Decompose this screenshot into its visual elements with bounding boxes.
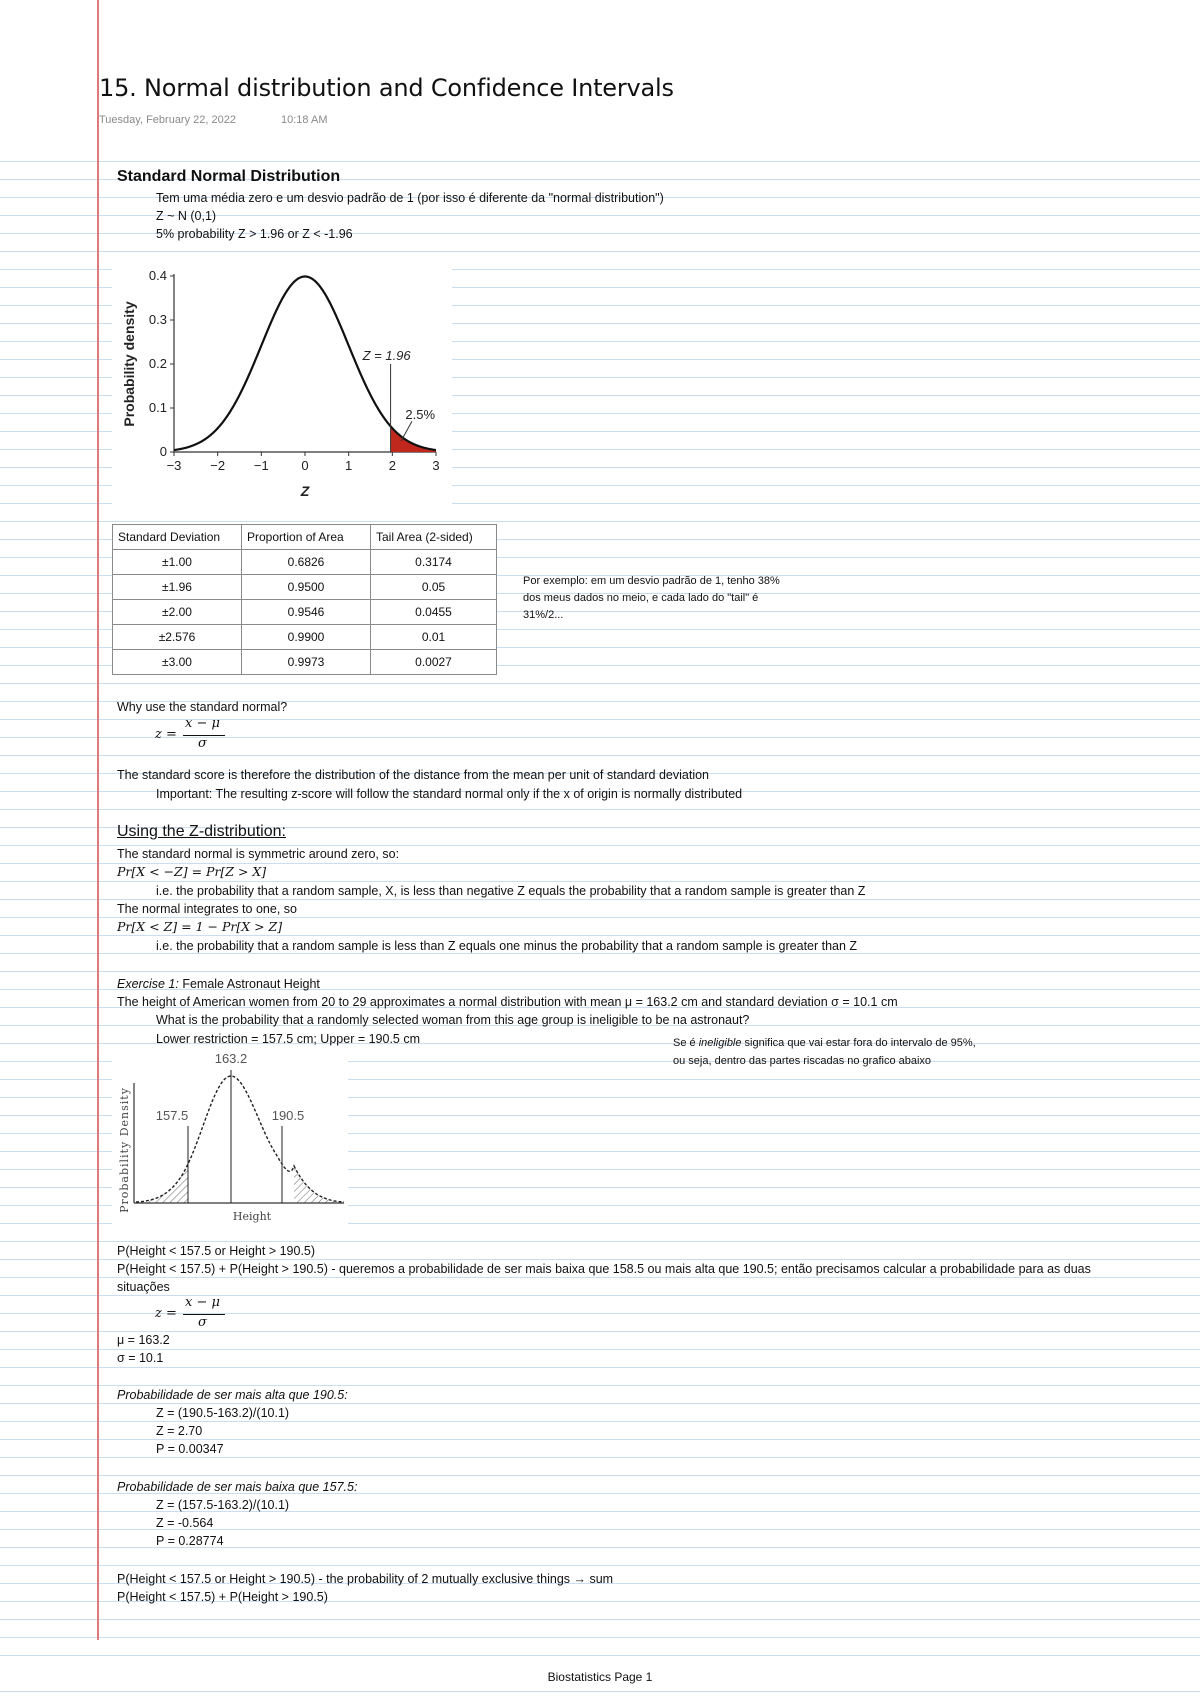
text-line: 5% probability Z > 1.96 or Z < -1.96: [156, 227, 353, 241]
equation: Pr[X < −Z] = Pr[Z > X]: [117, 864, 267, 879]
text-line: Important: The resulting z-score will follow the standard normal only if the x of origin is normally distributed: [156, 787, 743, 801]
normal-curve-svg: [112, 262, 452, 504]
text-line: The standard normal is symmetric around zero, so:: [117, 847, 400, 861]
text-line: σ = 10.1: [117, 1351, 164, 1365]
table-cell: 0.9973: [242, 650, 371, 675]
z-formula: [155, 716, 235, 752]
exercise-note: [673, 1034, 976, 1070]
text-line: The height of American women from 20 to 29 approximates a normal distribution with mean μ = 163.2 cm and standard deviation σ = 10.1 cm: [117, 995, 898, 1009]
z-formula-lhs: z =: [155, 727, 177, 742]
side-note-line: Por exemplo: em um desvio padrão de 1, tenho 38%: [523, 575, 780, 587]
pct-pointer: [401, 421, 412, 441]
text-line: Z = 2.70: [156, 1424, 203, 1438]
lower-tail-hatch: [136, 1164, 188, 1203]
x-tick-label: 3: [432, 458, 440, 473]
table-row: [113, 650, 497, 675]
z-formula-2: [155, 1295, 235, 1331]
section-heading-standard-normal: Standard Normal Distribution: [117, 168, 341, 185]
text-line: i.e. the probability that a random sample is less than Z equals one minus the probability that a random sample is greater than Z: [156, 939, 858, 953]
calc-subtitle: Probabilidade de ser mais alta que 190.5:: [117, 1388, 348, 1402]
exercise-title: [117, 975, 320, 993]
margin-line: [97, 0, 99, 1640]
table-row: [113, 600, 497, 625]
y-tick-label: 0: [159, 444, 167, 459]
table-cell: ±3.00: [113, 650, 242, 675]
x-tick-label: −3: [166, 458, 182, 473]
equation: Pr[X < Z] = 1 − Pr[X > Z]: [117, 919, 283, 934]
text-line: What is the probability that a randomly selected woman from this age group is ineligible to be na astronaut?: [156, 1013, 750, 1027]
table-cell: 0.9500: [242, 575, 371, 600]
note-italic: ineligible: [698, 1037, 742, 1049]
table-cell: 0.05: [371, 575, 497, 600]
text-line: P(Height < 157.5) + P(Height > 190.5) - queremos a probabilidade de ser mais baixa que 158.5 ou mais alta que 190.5; então precisamos calcular a probabilidade para as duas: [117, 1262, 1091, 1276]
density-curve: [174, 276, 436, 450]
exercise-name: Female Astronaut Height: [182, 977, 320, 991]
side-note-line: dos meus dados no meio, e cada lado do "tail" é: [523, 592, 759, 604]
section-heading-using-z: Using the Z-distribution:: [117, 823, 286, 840]
text-line: i.e. the probability that a random sample, X, is less than negative Z equals the probability that a random sample is greater than Z: [156, 884, 866, 898]
text-line: P(Height < 157.5) + P(Height > 190.5): [117, 1590, 328, 1604]
page-time: 10:18 AM: [281, 114, 328, 126]
z-formula-lhs: z =: [155, 1306, 177, 1321]
text-line: situações: [117, 1280, 170, 1294]
lower-label: 157.5: [155, 1108, 189, 1123]
text-line: μ = 163.2: [117, 1333, 170, 1347]
text-line: P = 0.00347: [156, 1442, 224, 1456]
z-formula-denominator: σ: [198, 736, 207, 751]
table-row: [113, 575, 497, 600]
x-axis-label: Height: [232, 1210, 272, 1223]
table-cell: 0.6826: [242, 550, 371, 575]
text-line: The standard score is therefore the distribution of the distance from the mean per unit of standard deviation: [117, 768, 710, 782]
table-row: [113, 550, 497, 575]
page-title: 15. Normal distribution and Confidence Intervals: [99, 74, 674, 102]
text-line: Lower restriction = 157.5 cm; Upper = 190.5 cm: [156, 1032, 421, 1046]
normal-curve-chart: [112, 262, 452, 504]
exercise-label: Exercise 1:: [117, 977, 179, 991]
y-axis-label: Probability density: [121, 301, 137, 427]
text-line: P(Height < 157.5 or Height > 190.5): [117, 1244, 316, 1258]
table-cell: ±2.576: [113, 625, 242, 650]
y-tick-label: 0.1: [148, 400, 167, 415]
text-line: Z = (157.5-163.2)/(10.1): [156, 1498, 290, 1512]
y-tick-label: 0.3: [148, 312, 167, 327]
table-cell: 0.01: [371, 625, 497, 650]
table-header: Tail Area (2-sided): [371, 525, 497, 550]
side-note-line: 31%/2...: [523, 609, 564, 621]
side-note: [523, 573, 780, 624]
z-formula-numerator: x − μ: [185, 716, 220, 731]
table-cell: 0.9900: [242, 625, 371, 650]
table-cell: 0.9546: [242, 600, 371, 625]
x-axis-label: Z: [300, 483, 310, 499]
table-row: [113, 625, 497, 650]
page-date: Tuesday, February 22, 2022: [99, 114, 236, 126]
height-curve: [136, 1076, 344, 1202]
table-header: Standard Deviation: [113, 525, 242, 550]
text-line: Z = (190.5-163.2)/(10.1): [156, 1406, 290, 1420]
text-line: Z ~ N (0,1): [156, 209, 217, 223]
z-annotation: Z = 1.96: [362, 348, 411, 363]
table-cell: ±1.96: [113, 575, 242, 600]
text-line: The normal integrates to one, so: [117, 902, 297, 916]
text-line: Z = -0.564: [156, 1516, 214, 1530]
y-axis-label: Probability Density: [118, 1087, 131, 1213]
exercise-note-line: ou seja, dentro das partes riscadas no grafico abaixo: [673, 1055, 932, 1067]
y-tick-label: 0.2: [148, 356, 167, 371]
note-text: significa que vai estar fora do intervalo de 95%,: [741, 1037, 976, 1049]
note-text: Se é: [673, 1037, 699, 1049]
upper-label: 190.5: [271, 1108, 305, 1123]
table-cell: 0.0455: [371, 600, 497, 625]
x-tick-label: −2: [210, 458, 226, 473]
calc-subtitle: Probabilidade de ser mais baixa que 157.5:: [117, 1480, 358, 1494]
table-cell: ±2.00: [113, 600, 242, 625]
y-tick-label: 0.4: [148, 268, 167, 283]
table-header-row: [113, 525, 497, 550]
x-tick-label: −1: [253, 458, 269, 473]
text-line: Tem uma média zero e um desvio padrão de 1 (por isso é diferente da "normal distribution"): [156, 191, 664, 205]
x-tick-label: 2: [388, 458, 396, 473]
pct-annotation: 2.5%: [405, 407, 436, 422]
z-formula-numerator: x − μ: [185, 1295, 220, 1310]
height-chart-svg: [112, 1048, 348, 1224]
why-question: Why use the standard normal?: [117, 700, 288, 714]
exercise-note-line: [673, 1034, 976, 1052]
text-line: P = 0.28774: [156, 1534, 224, 1548]
text-line: P(Height < 157.5 or Height > 190.5) - the probability of 2 mutually exclusive things → sum: [117, 1572, 614, 1586]
table-cell: 0.3174: [371, 550, 497, 575]
z-formula-denominator: σ: [198, 1315, 207, 1330]
mean-label: 163.2: [214, 1051, 248, 1066]
height-distribution-chart: [112, 1048, 348, 1224]
x-tick-label: 1: [345, 458, 353, 473]
table-cell: ±1.00: [113, 550, 242, 575]
table-cell: 0.0027: [371, 650, 497, 675]
upper-tail-hatch: [294, 1166, 344, 1203]
table-header: Proportion of Area: [242, 525, 371, 550]
sd-area-table: [112, 524, 497, 675]
page-footer: Biostatistics Page 1: [0, 1670, 1200, 1684]
x-tick-label: 0: [301, 458, 309, 473]
